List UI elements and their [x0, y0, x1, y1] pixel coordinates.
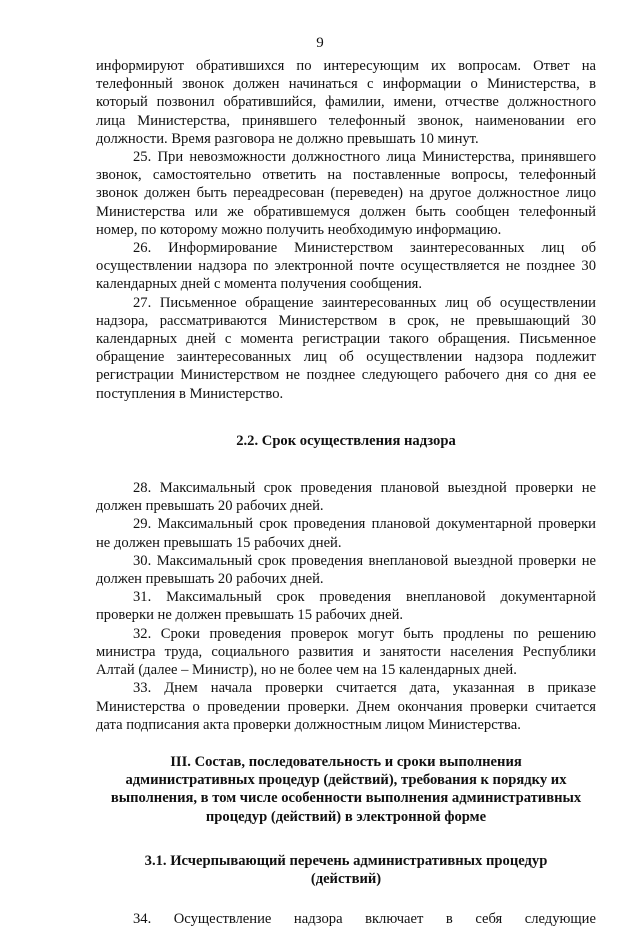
paragraph-25: 25. При невозможности должностного лица Министерства, принявшего звонок, самостоятельно ответить на поставленные вопросы, телефонный звонок должен быть переадресован (переведен) на другое должностное лицо Министерства или же обратившемуся должен быть сообщен телефонный номер, по которому можно получить необходимую информацию. — [96, 149, 596, 238]
paragraph-32: 32. Сроки проведения проверок могут быть продлены по решению министра труда, социального развития и занятости населения Республики Алтай (далее – Министр), но не более чем на 15 календарных дней. — [96, 625, 596, 679]
section-3-heading: III. Состав, последовательность и сроки выполнения административных процедур (действий), требования к порядку их выполнения, в том числе особенности выполнения административных процедур (действий) в электронной форме — [110, 753, 582, 825]
paragraph-number: 34. — [133, 911, 152, 928]
paragraph-number: 33. — [133, 680, 152, 697]
paragraph-31: 31. Максимальный срок проведения внеплановой документарной проверки не должен превышать 15 рабочих дней. — [96, 589, 596, 624]
paragraph-number: 27. — [133, 294, 152, 311]
page-number: 9 — [316, 35, 324, 51]
paragraph-33: 33. Днем начала проверки считается дата, указанная в приказе Министерства о проведении проверки. Днем окончания проверки считается дата подписания акта проверки должностным лицом Министерства. — [96, 680, 596, 733]
paragraph-26: 26. Информирование Министерством заинтересованных лиц об осуществлении надзора по электронной почте осуществляется не позднее 30 календарных дней с момента получения сообщения. — [96, 240, 596, 293]
paragraph-number: 32. — [133, 625, 152, 642]
section-2-2-heading: 2.2. Срок осуществления надзора — [236, 432, 456, 449]
section-3-1-heading: 3.1. Исчерпывающий перечень административных процедур (действий) — [144, 852, 548, 887]
paragraph-30: 30. Максимальный срок проведения внеплановой выездной проверки не должен превышать 20 рабочих дней. — [96, 552, 596, 588]
paragraph-number: 25. — [133, 149, 152, 166]
paragraph-number: 26. — [133, 240, 152, 257]
paragraph-number: 28. — [133, 480, 152, 497]
paragraph-continuation: информируют обратившихся по интересующим их вопросам. Ответ на телефонный звонок должен начинаться с информации о Министерства, в который позвонил обратившийся, фамилии, имени, отчестве должностного лица Министерства, принявшего телефонный звонок, наименовании его должности. Время разговора не должно превышать 10 минут. — [96, 58, 596, 147]
paragraph-number: 31. — [133, 589, 152, 606]
paragraph-27: 27. Письменное обращение заинтересованных лиц об осуществлении надзора, рассматриваются Министерством в срок, не превышающий 30 календарных дней с момента регистрации такого обращения. Письменное обращение заинтересованных лиц об осуществлении надзора подлежит регистрации Министерством не позднее следующего рабочего дня со дня ее поступления в Министерство. — [96, 294, 596, 402]
paragraph-34: 34. Осуществление надзора включает в себя следующие — [133, 911, 596, 928]
document-body — [96, 57, 596, 928]
paragraph-28: 28. Максимальный срок проведения плановой выездной проверки не должен превышать 20 рабочих дней. — [96, 480, 596, 515]
paragraph-29: 29. Максимальный срок проведения плановой документарной проверки не должен превышать 15 рабочих дней. — [96, 516, 596, 551]
paragraph-number: 30. — [133, 552, 152, 569]
paragraph-number: 29. — [133, 516, 152, 533]
